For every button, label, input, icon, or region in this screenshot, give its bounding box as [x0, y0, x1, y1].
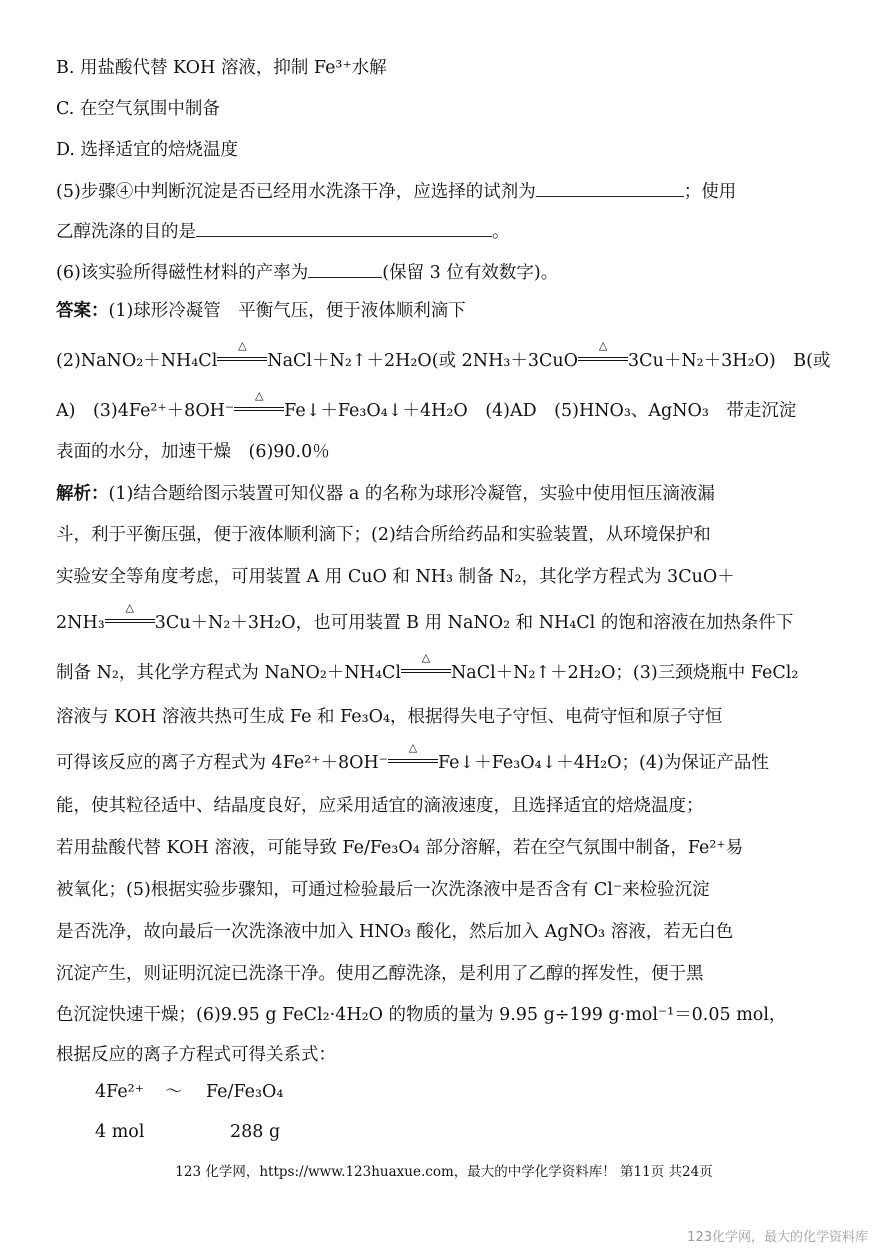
heat-triangle: △	[254, 389, 264, 402]
question-6-text: (6)该实验所得磁性材料的产率为	[56, 263, 309, 283]
relation-tilde: ～	[165, 1082, 183, 1102]
heat-triangle: △	[598, 339, 608, 352]
answer-text-1: (1)球形冷凝管 平衡气压，便于液体顺利滴下	[108, 301, 466, 321]
analysis-line-13: 色沉淀快速干燥；(6)9.95 g FeCl₂·4H₂O 的物质的量为 9.95 g÷199 g·mol⁻¹＝0.05 mol，	[56, 1005, 787, 1025]
answer-label: 答案：	[56, 301, 109, 321]
heat-triangle: △	[238, 339, 247, 352]
question-5-line-1	[56, 178, 838, 204]
analysis-line-1	[56, 482, 838, 506]
option-d: D. 选择适宜的焙烧温度	[56, 140, 239, 160]
answer-line-3	[56, 389, 838, 423]
analysis-line-2: 斗，利于平衡压强，便于液体顺利滴下；(2)结合所给药品和实验装置，从环境保护和	[56, 525, 711, 545]
question-5-text-4: 。	[492, 222, 510, 242]
relation-left-1: 4Fe²⁺	[95, 1082, 144, 1102]
answer-eq-2b: NaCl＋N₂↑＋2H₂O(或 2NH₃＋3CuO	[267, 351, 579, 371]
analysis-eq-4b: 3Cu＋N₂＋3H₂O，也可用装置 B 用 NaNO₂ 和 NH₄Cl 的饱和溶液在加热条件下	[154, 613, 794, 633]
question-6	[56, 259, 838, 285]
answer-eq-2a: (2)NaNO₂＋NH₄Cl	[56, 351, 218, 371]
answer-blank-yield[interactable]	[308, 259, 382, 278]
heat-equals-symbol	[401, 651, 451, 678]
analysis-label: 解析：	[56, 484, 109, 504]
analysis-line-8: 能，使其粒径适中、结晶度良好，应采用适宜的滴液速度，且选择适宜的焙烧温度；	[56, 796, 704, 816]
relation-right-1: Fe/Fe₃O₄	[206, 1082, 284, 1102]
relation-right-2: 288 g	[230, 1122, 281, 1142]
answer-eq-3a: A) (3)4Fe²⁺＋8OH⁻	[56, 401, 235, 421]
heat-equals-symbol	[105, 601, 155, 628]
analysis-line-6: 溶液与 KOH 溶液共热可生成 Fe 和 Fe₃O₄，根据得失电子守恒、电荷守恒和原子守恒	[56, 707, 723, 727]
relation-left-2: 4 mol	[95, 1122, 145, 1142]
option-c: C. 在空气氛围中制备	[56, 99, 220, 119]
heat-equals-symbol	[234, 389, 284, 416]
analysis-line-14: 根据反应的离子方程式可得关系式：	[56, 1045, 336, 1065]
heat-equals-symbol	[388, 741, 438, 768]
page-footer: 123 化学网，https://www.123huaxue.com，最大的中学化学资料库！ 第11页 共24页	[175, 1164, 713, 1180]
analysis-eq-5a: 制备 N₂，其化学方程式为 NaNO₂＋NH₄Cl	[56, 663, 401, 683]
answer-blank-purpose[interactable]	[196, 218, 492, 237]
heat-equals-symbol	[578, 339, 628, 366]
question-5-text: (5)步骤④中判断沉淀是否已经用水洗涤干净，应选择的试剂为	[56, 182, 536, 202]
answer-blank-reagent[interactable]	[536, 178, 684, 197]
analysis-eq-7a: 可得该反应的离子方程式为 4Fe²⁺＋8OH⁻	[56, 753, 388, 773]
answer-line-1	[56, 299, 838, 323]
analysis-line-11: 是否洗净，故向最后一次洗涤液中加入 HNO₃ 酸化，然后加入 AgNO₃ 溶液，若无白色	[56, 922, 734, 942]
question-6-text-2: (保留 3 位有效数字)。	[382, 263, 559, 283]
question-5-line-2	[56, 218, 838, 244]
analysis-line-10: 被氧化；(5)根据实验步骤知，可通过检验最后一次洗涤液中是否含有 Cl⁻来检验沉淀	[56, 880, 710, 900]
analysis-eq-5b: NaCl＋N₂↑＋2H₂O；(3)三颈烧瓶中 FeCl₂	[450, 663, 799, 683]
analysis-eq-4a: 2NH₃	[56, 613, 105, 633]
analysis-eq-7b: Fe↓＋Fe₃O₄↓＋4H₂O；(4)为保证产品性	[437, 753, 769, 773]
analysis-line-5	[56, 651, 838, 685]
heat-equals-symbol	[217, 339, 267, 366]
option-b: B. 用盐酸代替 KOH 溶液，抑制 Fe³⁺水解	[56, 58, 387, 78]
analysis-line-7	[56, 741, 838, 775]
question-5-text-2: ；使用	[683, 182, 737, 202]
heat-triangle: △	[408, 741, 418, 754]
answer-line-2	[56, 339, 838, 373]
analysis-line-4	[56, 601, 838, 635]
answer-eq-2c: 3Cu＋N₂＋3H₂O) B(或	[628, 351, 831, 371]
answer-line-4: 表面的水分，加速干燥 (6)90.0％	[56, 442, 330, 462]
watermark: 123化学网，最大的化学资料库	[687, 1230, 868, 1245]
analysis-line-3: 实验安全等角度考虑，可用装置 A 用 CuO 和 NH₃ 制备 N₂，其化学方程式为 3CuO＋	[56, 567, 735, 587]
answer-eq-3b: Fe↓＋Fe₃O₄↓＋4H₂O (4)AD (5)HNO₃、AgNO₃ 带走沉淀	[284, 401, 797, 421]
analysis-text-1: (1)结合题给图示装置可知仪器 a 的名称为球形冷凝管，实验中使用恒压滴液漏	[108, 484, 715, 504]
question-5-text-3: 乙醇洗涤的目的是	[56, 222, 196, 242]
analysis-line-9: 若用盐酸代替 KOH 溶液，可能导致 Fe/Fe₃O₄ 部分溶解，若在空气氛围中制备，Fe²⁺易	[56, 838, 744, 858]
analysis-line-12: 沉淀产生，则证明沉淀已洗涤干净。使用乙醇洗涤，是利用了乙醇的挥发性，便于黑	[56, 964, 704, 984]
heat-triangle: △	[125, 601, 134, 614]
heat-triangle: △	[421, 651, 431, 664]
